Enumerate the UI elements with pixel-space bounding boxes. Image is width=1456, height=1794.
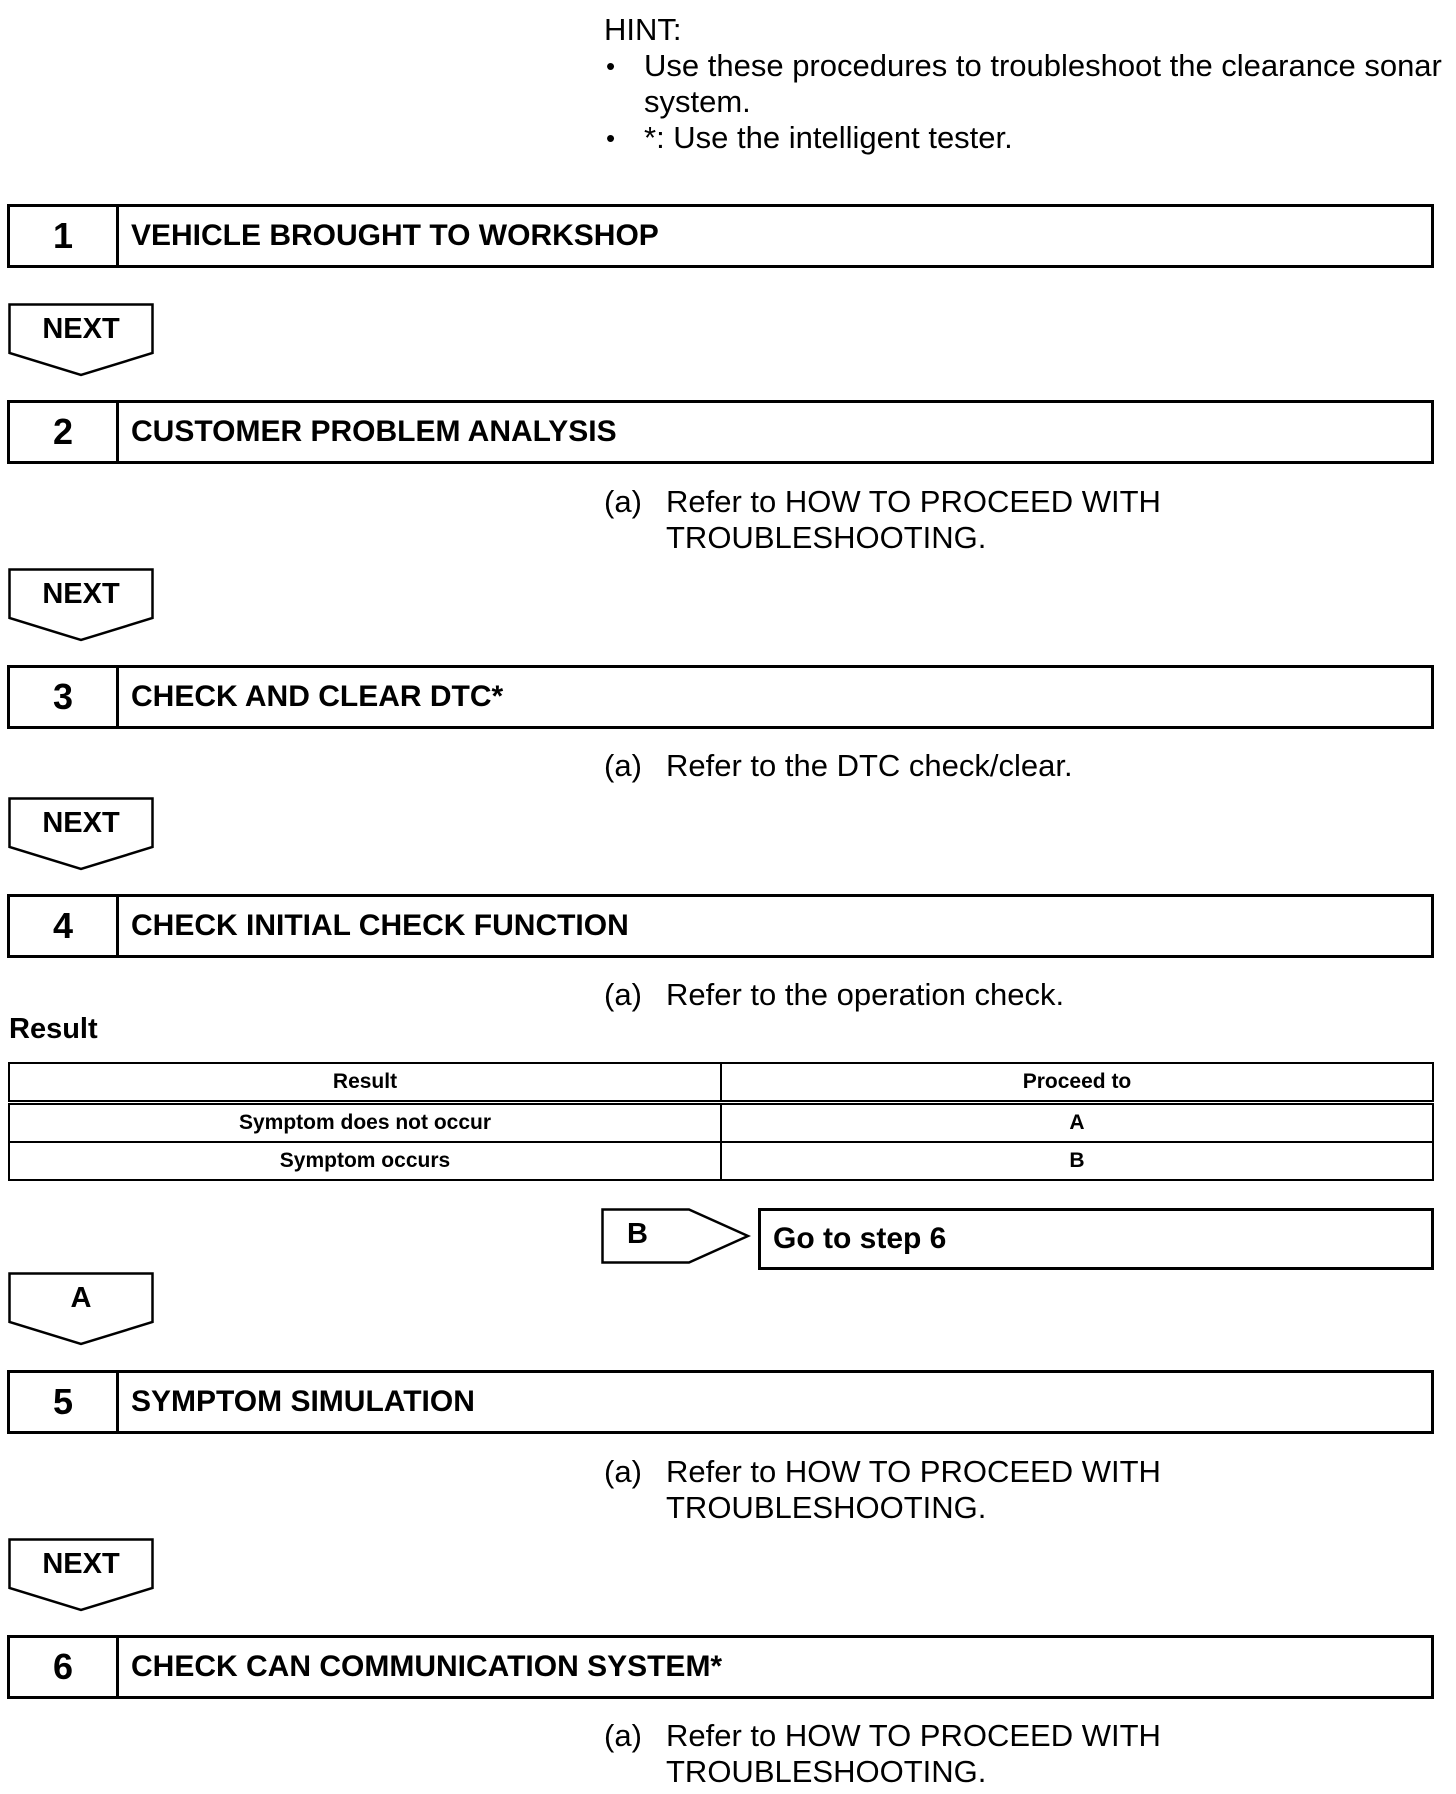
step-title: CHECK INITIAL CHECK FUNCTION xyxy=(131,909,629,942)
a-arrow xyxy=(8,1272,154,1346)
note-label: (a) xyxy=(604,1454,642,1489)
step-6-note xyxy=(604,1718,1404,1790)
table-cell: Symptom occurs xyxy=(9,1142,721,1180)
step-title: CUSTOMER PROBLEM ANALYSIS xyxy=(131,415,617,448)
result-heading: Result xyxy=(9,1013,98,1045)
note-text: Refer to the operation check. xyxy=(666,977,1065,1012)
hint-heading: HINT: xyxy=(604,12,682,47)
step-number: 4 xyxy=(10,897,119,955)
hint-item: • Use these procedures to troubleshoot the clearance sonar system. xyxy=(604,48,1444,120)
next-label: NEXT xyxy=(42,807,120,839)
next-arrow-1 xyxy=(8,303,154,377)
step-number: 2 xyxy=(10,403,119,461)
step-number: 6 xyxy=(10,1638,119,1696)
note-label: (a) xyxy=(604,1718,642,1753)
note-label: (a) xyxy=(604,484,642,519)
step-title: CHECK AND CLEAR DTC* xyxy=(131,680,504,713)
step-1-box xyxy=(7,204,1434,268)
step-number: 3 xyxy=(10,668,119,726)
step-2-note xyxy=(604,484,1404,556)
table-cell: Symptom does not occur xyxy=(9,1103,721,1143)
right-arrow-icon xyxy=(601,1208,751,1264)
note-text: Refer to the DTC check/clear. xyxy=(666,748,1073,783)
branch-b-arrow xyxy=(601,1208,751,1264)
note-text: Refer to HOW TO PROCEED WITH TROUBLESHOOTING. xyxy=(666,1718,1161,1789)
column-header: Result xyxy=(9,1063,721,1103)
next-label: NEXT xyxy=(42,1548,120,1580)
next-label: NEXT xyxy=(42,578,120,610)
table-cell: A xyxy=(721,1103,1433,1143)
table-cell: B xyxy=(721,1142,1433,1180)
step-4-note xyxy=(604,977,1404,1013)
table-row xyxy=(9,1142,1433,1180)
goto-step-box: Go to step 6 xyxy=(758,1208,1434,1270)
note-label: (a) xyxy=(604,748,642,783)
note-label: (a) xyxy=(604,977,642,1012)
step-3-box xyxy=(7,665,1434,729)
next-arrow-3 xyxy=(8,797,154,871)
branch-label: B xyxy=(627,1218,648,1250)
step-title: VEHICLE BROUGHT TO WORKSHOP xyxy=(131,219,659,252)
note-text: Refer to HOW TO PROCEED WITH TROUBLESHOOTING. xyxy=(666,1454,1161,1525)
step-number: 1 xyxy=(10,207,119,265)
hint-block xyxy=(604,12,1444,156)
step-3-note xyxy=(604,748,1404,784)
step-number: 5 xyxy=(10,1373,119,1431)
step-title: CHECK CAN COMMUNICATION SYSTEM* xyxy=(131,1650,723,1683)
step-6-box xyxy=(7,1635,1434,1699)
step-5-note xyxy=(604,1454,1404,1526)
step-4-box xyxy=(7,894,1434,958)
next-label: NEXT xyxy=(42,313,120,345)
hint-list xyxy=(604,48,1444,156)
step-2-box xyxy=(7,400,1434,464)
result-table xyxy=(8,1062,1434,1181)
step-5-box xyxy=(7,1370,1434,1434)
table-row xyxy=(9,1103,1433,1143)
table-header-row xyxy=(9,1063,1433,1103)
hint-item: • *: Use the intelligent tester. xyxy=(604,120,1444,156)
next-arrow-4 xyxy=(8,1538,154,1612)
column-header: Proceed to xyxy=(721,1063,1433,1103)
a-label: A xyxy=(70,1282,92,1314)
note-text: Refer to HOW TO PROCEED WITH TROUBLESHOOTING. xyxy=(666,484,1161,555)
step-title: SYMPTOM SIMULATION xyxy=(131,1385,475,1418)
next-arrow-2 xyxy=(8,568,154,642)
